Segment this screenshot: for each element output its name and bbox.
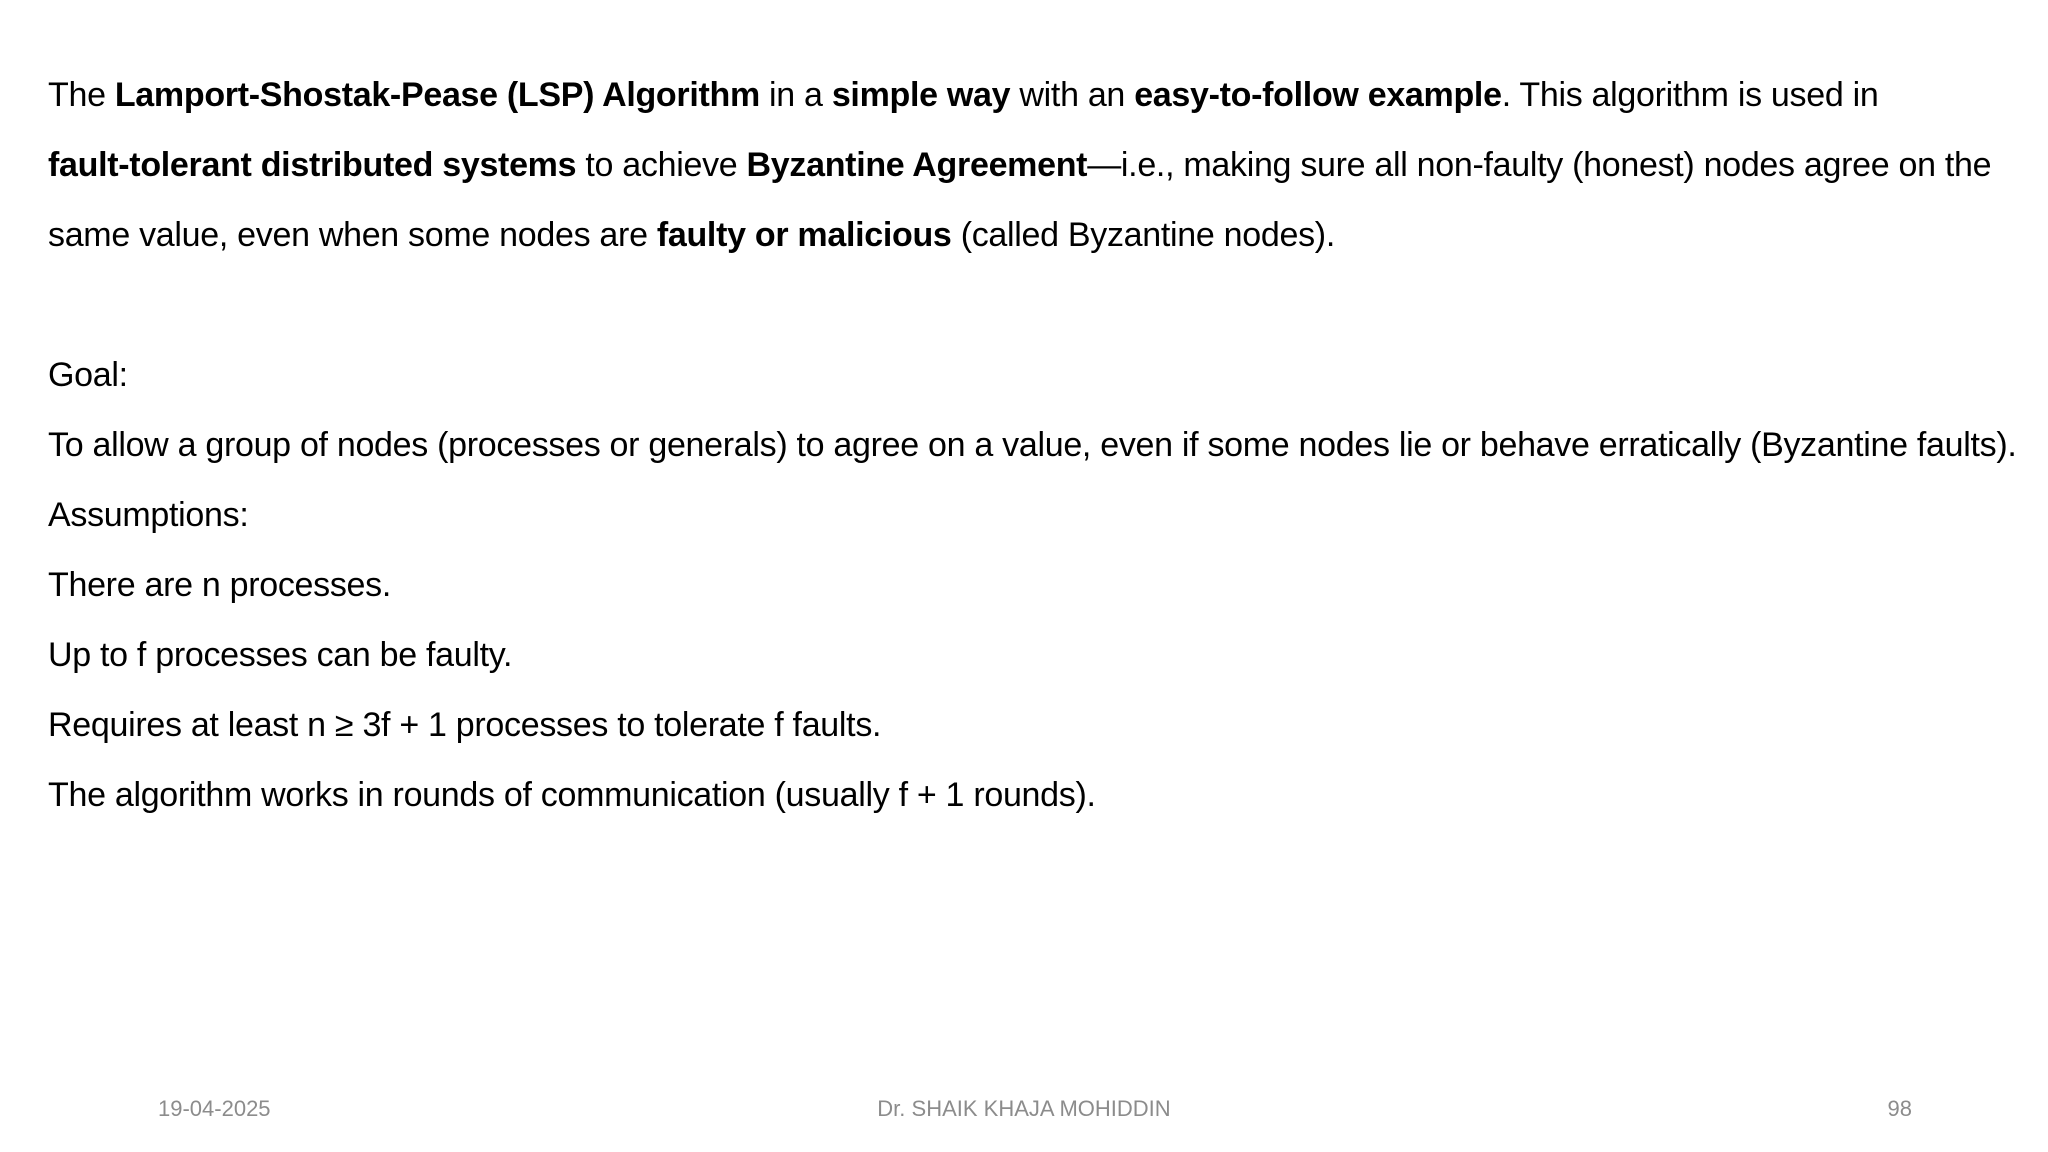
intro-text-5: to achieve bbox=[576, 146, 747, 184]
intro-bold-faulty-malicious: faulty or malicious bbox=[656, 216, 952, 254]
footer-page-number: 98 bbox=[1887, 1096, 1912, 1121]
assumptions-heading: Assumptions: bbox=[48, 496, 249, 534]
footer-author: Dr. SHAIK KHAJA MOHIDDIN bbox=[877, 1096, 1171, 1121]
assumption-item: There are n processes. bbox=[48, 566, 392, 604]
intro-bold-simple-way: simple way bbox=[831, 76, 1011, 114]
intro-paragraph bbox=[48, 60, 2018, 270]
goal-heading: Goal: bbox=[48, 356, 128, 394]
paragraph-spacer bbox=[48, 270, 2018, 340]
intro-bold-example: easy-to-follow example bbox=[1134, 76, 1502, 114]
intro-bold-byzantine-agreement: Byzantine Agreement bbox=[746, 146, 1088, 184]
intro-text-1: The bbox=[48, 76, 115, 114]
intro-text-6: —i.e., making sure all non-faulty (honest) nodes agree on the same value, even when some nodes are bbox=[48, 146, 1992, 254]
intro-text-3: with an bbox=[1010, 76, 1135, 114]
assumption-item: Up to f processes can be faulty. bbox=[48, 636, 513, 674]
footer-date: 19-04-2025 bbox=[158, 1096, 271, 1121]
intro-text-2: in a bbox=[759, 76, 832, 114]
intro-text-7: (called Byzantine nodes). bbox=[951, 216, 1335, 254]
slide-body bbox=[48, 60, 2018, 830]
goal-text: To allow a group of nodes (processes or generals) to agree on a value, even if some nodes lie or behave erratically (Byzantine faults). bbox=[48, 426, 2017, 464]
assumption-item: Requires at least n ≥ 3f + 1 processes to tolerate f faults. bbox=[48, 706, 882, 744]
intro-bold-lsp-algorithm: Lamport-Shostak-Pease (LSP) Algorithm bbox=[114, 76, 760, 114]
assumption-item: The algorithm works in rounds of communication (usually f + 1 rounds). bbox=[48, 776, 1096, 814]
intro-bold-fault-tolerant: fault-tolerant distributed systems bbox=[48, 146, 577, 184]
intro-text-4: . This algorithm is used in bbox=[1501, 76, 1879, 114]
